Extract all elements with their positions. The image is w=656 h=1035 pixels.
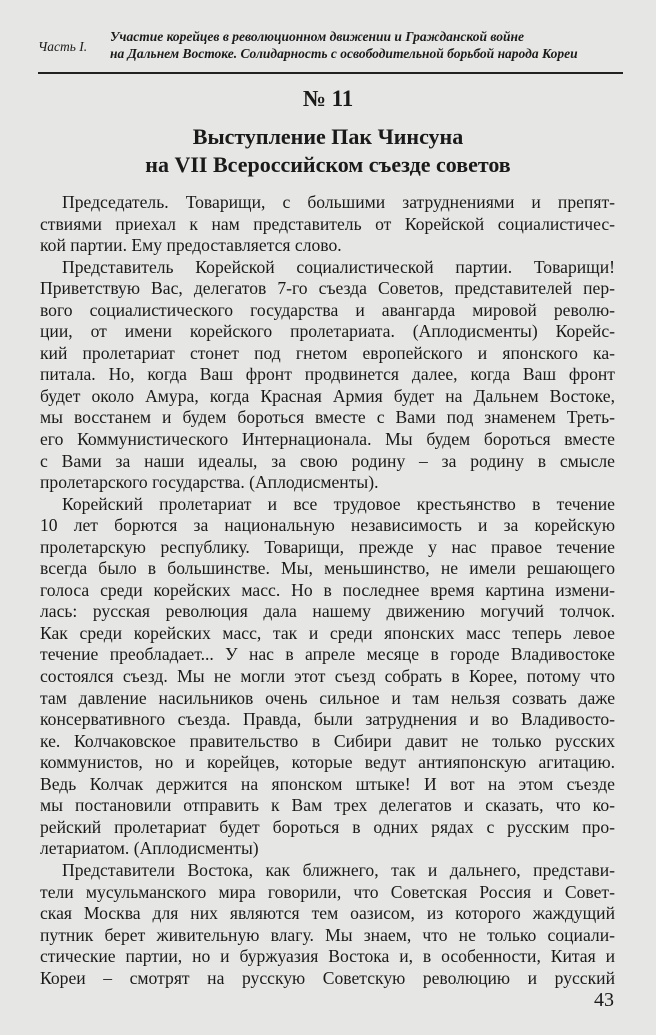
running-head-title <box>110 28 623 62</box>
text-line: тели мусульманского мира говорили, что Советская Россия и Совет- <box>40 881 615 902</box>
text-line: 10 лет борются за национальную независимость и за корейскую <box>40 515 615 536</box>
text-line: там давление насильников очень сильное и там нельзя созвать даже <box>40 687 615 708</box>
text-line: Приветствую Вас, делегатов 7-го съезда Советов, представителей пер- <box>40 278 615 299</box>
text-line: голоса среди корейских масс. Но в последнее время картина измени- <box>40 579 615 600</box>
text-line: Ведь Колчак держится на японском штыке! И вот на этом съезде <box>40 773 615 794</box>
text-line: пролетарского государства. (Аплодисменты). <box>40 472 379 493</box>
text-line: ствиями приехал к нам представитель от Корейской социалистичес- <box>40 213 615 234</box>
text-line: летариатом. (Аплодисменты) <box>40 838 259 859</box>
document-title <box>0 123 656 179</box>
text-line: коммунистов, но и корейцев, которые ведут антияпонскую агитацию. <box>40 752 615 773</box>
running-head-part: Часть I. <box>38 39 88 54</box>
text-line: Представители Востока, как ближнего, так и дальнего, представи- <box>62 859 615 880</box>
running-head-title-line: на Дальнем Востоке. Солидарность с освободительной борьбой народа Кореи <box>110 46 578 61</box>
running-head <box>38 26 623 70</box>
text-line: стические партии, но и буржуазия Востока и, в особенности, Китая и <box>40 946 615 967</box>
text-line: питала. Но, когда Ваш фронт продвинется далее, когда Ваш фронт <box>40 364 615 385</box>
text-line: рейский пролетариат будет бороться в одних рядах с русским про- <box>40 816 615 837</box>
text-line: его Коммунистического Интернационала. Мы будем бороться вместе <box>40 429 615 450</box>
text-line: ции, от имени корейского пролетариата. (Аплодисменты) Корейс- <box>40 321 615 342</box>
text-line: ская Москва для них являются тем оазисом, из которого жаждущий <box>40 903 615 924</box>
body-text <box>40 192 615 989</box>
text-line: путник берет живительную влагу. Мы знаем, что не только социали- <box>40 924 615 945</box>
text-line: Председатель. Товарищи, с большими затруднениями и препят- <box>62 192 615 212</box>
page-number: 43 <box>594 989 614 1011</box>
document-number: № 11 <box>302 86 354 111</box>
text-line: мы постановили отправить к Вам трех делегатов и сказать, что ко- <box>40 795 615 816</box>
text-line: Как среди корейских масс, так и среди японских масс теперь левое <box>40 622 615 643</box>
text-line: Представитель Корейской социалистической партии. Товарищи! <box>62 256 615 277</box>
document-title-line: на VII Всероссийском съезде советов <box>145 152 511 177</box>
text-line: Корейский пролетариат и все трудовое крестьянство в течение <box>62 493 615 514</box>
text-line: с Вами за наши идеалы, за свою родину – за родину в смысле <box>40 450 615 471</box>
text-line: Кореи – смотрят на русскую Советскую революцию и русский <box>40 967 615 988</box>
text-line: консервативного съезда. Правда, были затруднения и во Владивосто- <box>40 709 615 730</box>
text-line: кий пролетариат стонет под гнетом европейского и японского ка- <box>40 342 615 363</box>
text-line: течение преобладает... У нас в апреле месяце в городе Владивостоке <box>40 644 615 665</box>
text-line: состоялся съезд. Мы не могли этот съезд собрать в Корее, потому что <box>40 666 615 687</box>
text-line: пролетарскую республику. Товарищи, прежде у нас правое течение <box>40 536 615 557</box>
document-title-line: Выступление Пак Чинсуна <box>192 124 464 149</box>
text-line: кой партии. Ему предоставляется слово. <box>40 235 342 256</box>
text-line: ке. Колчаковское правительство в Сибири давит не только русских <box>40 730 615 751</box>
running-head-rule <box>38 72 623 74</box>
text-line: лась: русская революция дала нашему движению могучий толчок. <box>40 601 615 622</box>
text-line: вого социалистического государства и авангарда мировой револю- <box>40 299 615 320</box>
text-line: всегда было в большинстве. Мы, меньшинство, не имели решающего <box>40 558 615 579</box>
text-line: будет около Амура, когда Красная Армия будет на Дальнем Востоке, <box>40 385 615 406</box>
running-head-title-line: Участие корейцев в революционном движении и Гражданской войне <box>110 29 524 44</box>
text-line: мы восстанем и будем бороться вместе с Вами под знаменем Треть- <box>40 407 615 428</box>
